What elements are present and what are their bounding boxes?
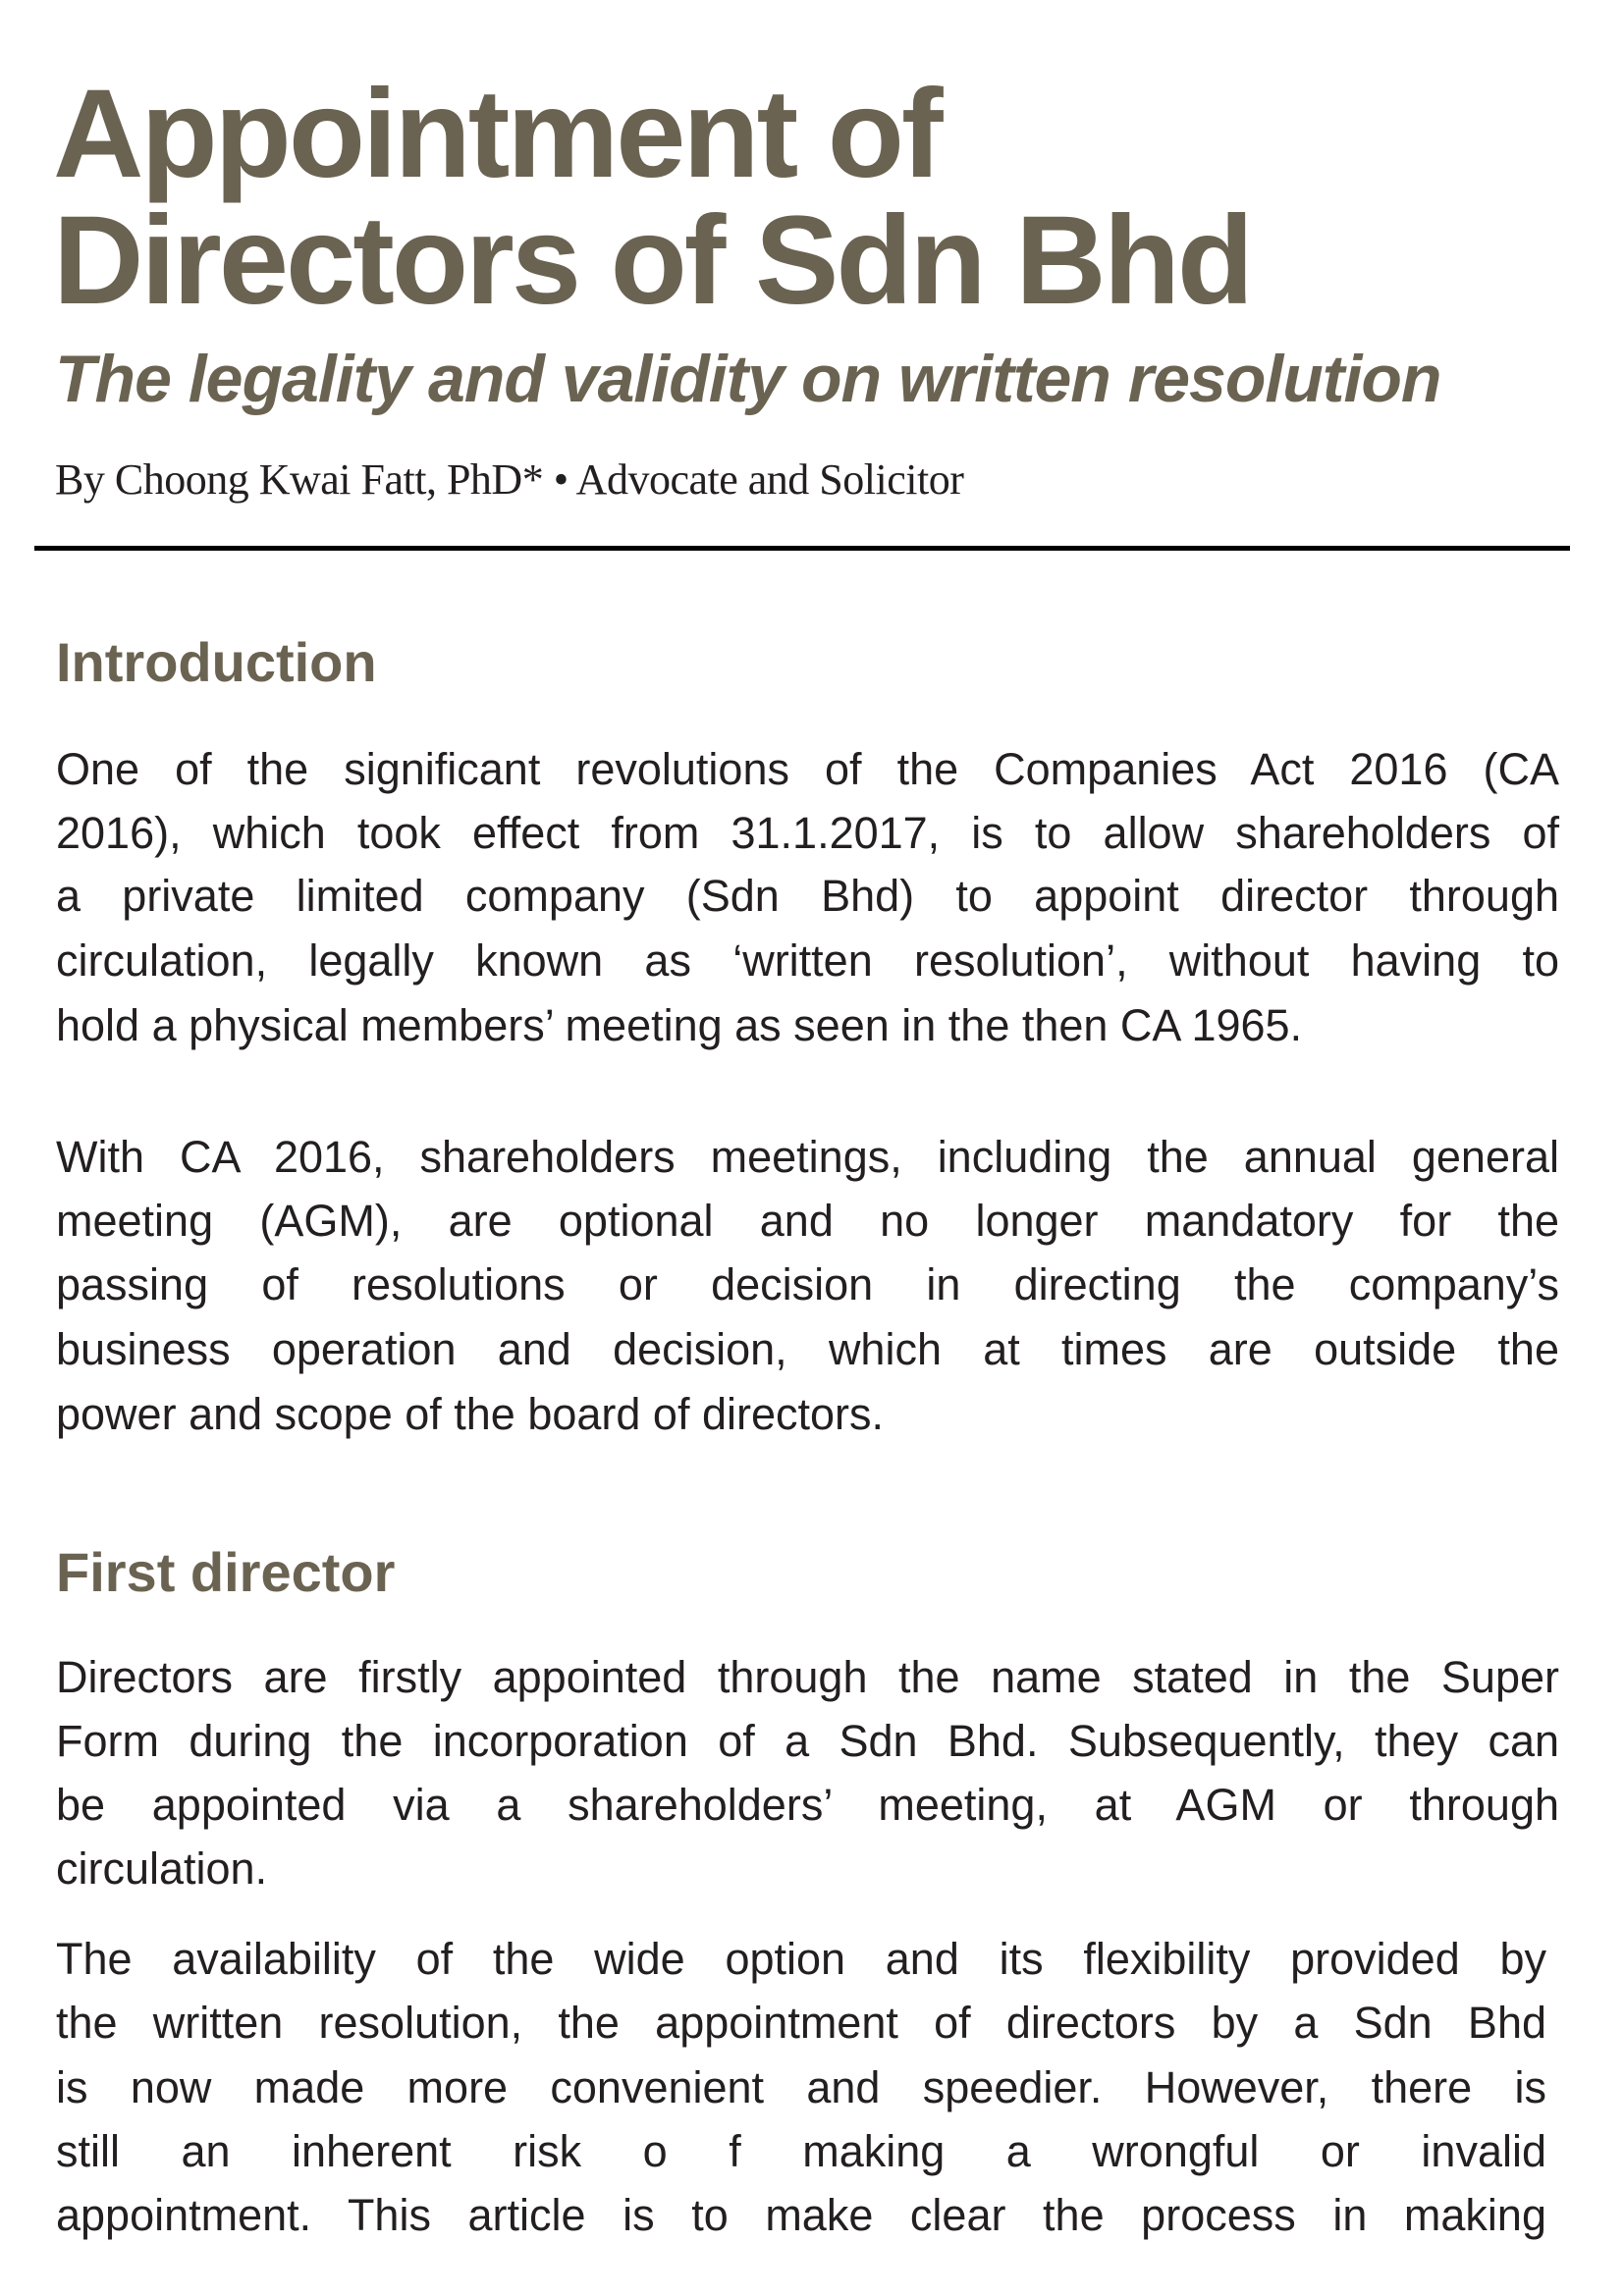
text-line: Directors are firstly appointed through the name stated in the Super (56, 1652, 1559, 1702)
text-line: meeting (AGM), are optional and no longer mandatory for the (56, 1196, 1559, 1246)
section-heading-first-director: First director (56, 1541, 396, 1603)
text-line: be appointed via a shareholders’ meeting, at AGM or through (56, 1780, 1559, 1830)
text-line: the written resolution, the appointment of directors by a Sdn Bhd (56, 1998, 1546, 2048)
text-line: The availability of the wide option and its flexibility provided by (56, 1934, 1546, 1984)
title-line-1: Appointment of (53, 64, 941, 204)
text-line: is now made more convenient and speedier. However, there is (56, 2062, 1546, 2112)
text-line: circulation. (56, 1843, 268, 1894)
section-heading-introduction: Introduction (56, 631, 377, 693)
subtitle: The legality and validity on written resolution (55, 342, 1441, 416)
text-line: hold a physical members’ meeting as seen in the then CA 1965. (56, 1000, 1303, 1050)
text-line: One of the significant revolutions of the Companies Act 2016 (CA (56, 744, 1559, 794)
text-line: With CA 2016, shareholders meetings, including the annual general (56, 1132, 1559, 1182)
text-line: passing of resolutions or decision in directing the company’s (56, 1259, 1559, 1309)
text-line: still an inherent risk o f making a wrongful or invalid (56, 2126, 1546, 2176)
text-line: 2016), which took effect from 31.1.2017, is to allow shareholders of (56, 808, 1559, 858)
text-line: a private limited company (Sdn Bhd) to appoint director through (56, 871, 1559, 921)
text-line: power and scope of the board of directors. (56, 1389, 885, 1439)
text-line: appointment. This article is to make clear the process in making (56, 2190, 1546, 2240)
text-line: business operation and decision, which at times are outside the (56, 1324, 1559, 1374)
header-divider (34, 546, 1570, 551)
title-line-2: Directors of Sdn Bhd (53, 190, 1252, 331)
byline: By Choong Kwai Fatt, PhD* • Advocate and Solicitor (55, 455, 964, 504)
text-line: Form during the incorporation of a Sdn Bhd. Subsequently, they can (56, 1716, 1559, 1766)
text-line: circulation, legally known as ‘written resolution’, without having to (56, 935, 1559, 986)
